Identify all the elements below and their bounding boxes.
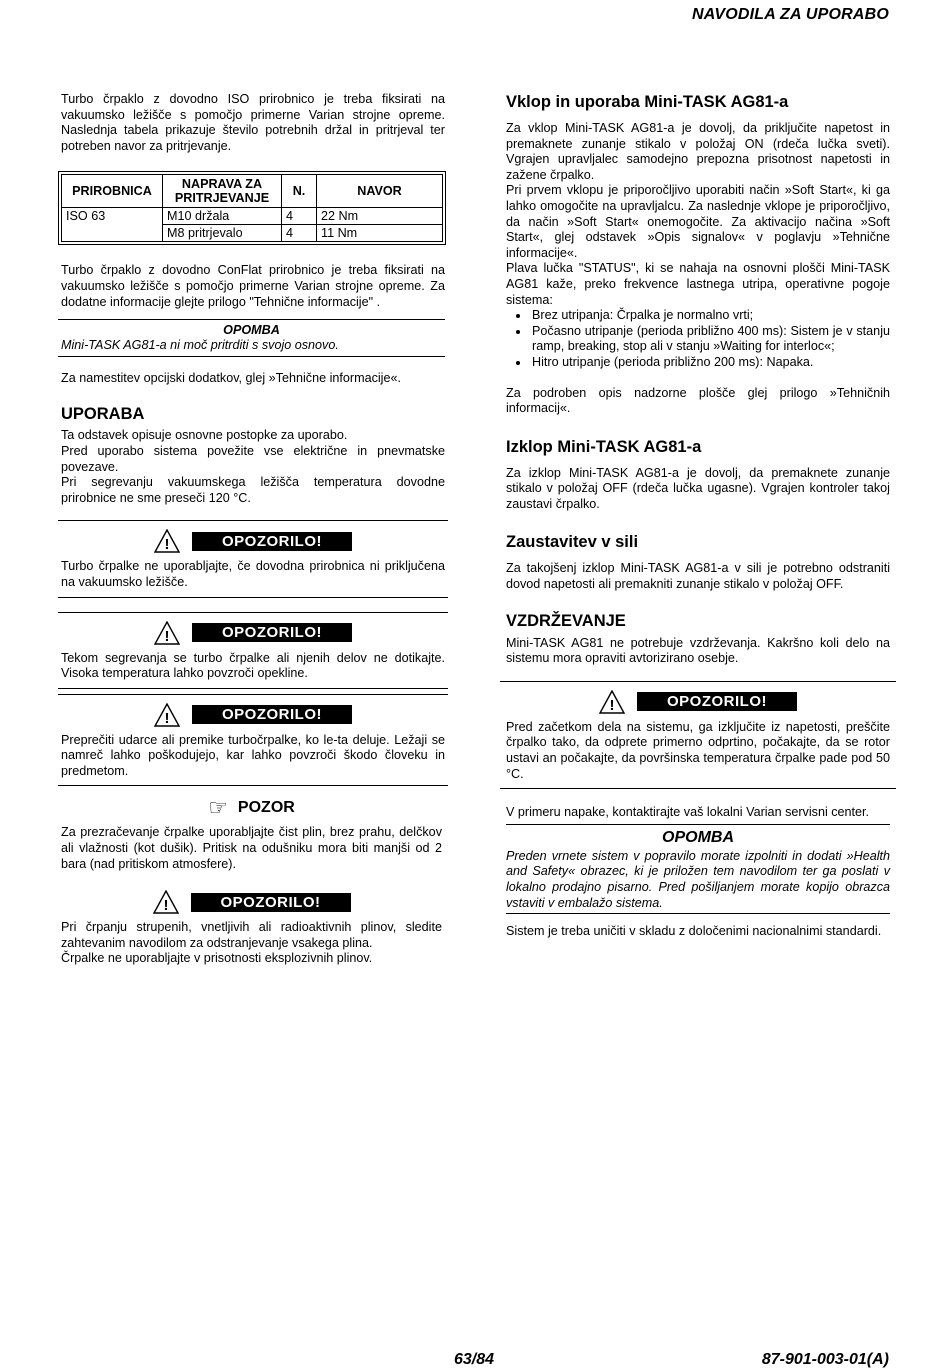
vklop-paragraph: Za vklop Mini-TASK AG81-a je dovolj, da priključite napetost in premaknete zunanje stikalo v položaj ON (rdeča lučka sveti). Vgrajen upravljalec samodejno prepozna prisotnost napetosti in zažene črpalko. xyxy=(506,121,890,182)
fixing-table-frame xyxy=(58,171,446,245)
section-title-vklop: Vklop in uporaba Mini-TASK AG81-a xyxy=(506,93,789,111)
warning-label: OPOZORILO! xyxy=(191,893,351,912)
soft-start-paragraph: Pri prvem vklopu je priporočljivo uporabiti način »Soft Start«, ki ga lahko omogočite na upravljalcu. Za naslednje vklope je priporočljivo, da način »Soft Start« onemogočite. Za aktivacijo načina »Soft Start«, glej odstavek »Opis signalov« v poglavju »Tehnične informacije«. xyxy=(506,183,890,260)
svg-text:!: ! xyxy=(164,709,170,727)
section-title-emergency-stop: Zaustavitev v sili xyxy=(506,533,639,552)
emergency-stop-paragraph: Za takojšenj izklop Mini-TASK AG81-a v sili je potrebno odstraniti dovod napetosti ali premakniti zunanje stikalo v položaj OFF. xyxy=(506,561,890,592)
failure-contact-paragraph: V primeru napake, kontaktirajte vaš lokalni Varian servisni center. xyxy=(506,805,870,820)
note-box xyxy=(58,319,445,357)
warning-text: Preprečiti udarce ali premike turbočrpalke, ko le-ta deluje. Ležaji se namreč lahko poškodujejo, kar lahko povzroči škodo človeku in predmetom. xyxy=(61,732,445,778)
warning-label: OPOZORILO! xyxy=(192,623,352,642)
table-cell-device: M10 držala xyxy=(163,208,282,225)
table-header-torque: NAVOR xyxy=(317,175,443,208)
note-title: OPOMBA xyxy=(662,828,734,846)
warning-triangle-icon xyxy=(154,529,180,553)
izklop-paragraph: Za izklop Mini-TASK AG81-a je dovolj, da premaknete zunanje stikalo v položaj OFF (rdeča lučka ugasne). Vgrajen kontroler takoj zaustavi črpalko. xyxy=(506,465,890,511)
iso-flange-paragraph: Turbo črpaklo z dovodno ISO prirobnico je treba fiksirati na vakuumsko ležišče s pomočjo primerne Varian strojne opreme. Naslednja tabela prikazuje število potrebnih držal in pritrjeval ter potreben navor za pritrjevanje. xyxy=(61,92,445,153)
section-title-vzdrzevanje: VZDRŽEVANJE xyxy=(506,611,626,630)
panel-description-paragraph: Za podroben opis nadzorne plošče glej prilogo »Tehničnih informacij«. xyxy=(506,385,890,416)
warning-box xyxy=(58,612,448,689)
table-header-device: NAPRAVA ZA PRITRJEVANJE xyxy=(163,175,282,208)
warning-triangle-icon xyxy=(154,621,180,645)
table-cell-torque: 11 Nm xyxy=(317,225,443,242)
table-cell-count: 4 xyxy=(282,208,317,225)
table-cell-flange: ISO 63 xyxy=(62,208,163,242)
left-column xyxy=(61,92,445,967)
page-number: 63/84 xyxy=(454,1351,495,1368)
table-header-flange: PRIROBNICA xyxy=(62,175,163,208)
svg-text:!: ! xyxy=(163,897,168,915)
conflat-paragraph: Turbo črpaklo z dovodno ConFlat prirobnico je treba fiksirati na vakuumsko ležišče s pomočjo primerne Varian strojne opreme. Za dodatne informacije glejte prilogo "Tehnične informacije" . xyxy=(61,263,445,309)
caution-label: POZOR xyxy=(237,799,295,817)
table-header-count: N. xyxy=(282,175,317,208)
warning-text: Pred začetkom dela na sistemu, ga izključite iz napetosti, preščite črpalko tako, da odprete primerno odprtino, počakajte, da se rotor ustavi an počakajte, da površinska temperatura črpalke pade pod 50 °C. xyxy=(506,719,890,781)
section-title-uporaba: UPORABA xyxy=(61,405,145,424)
warning-text: Tekom segrevanja se turbo črpalke ali njenih delov ne dotikajte. Visoka temperatura lahko povzroči opekline. xyxy=(61,650,445,681)
note-box xyxy=(506,824,890,914)
note-text: Preden vrnete sistem v popravilo morate izpolniti in dodati »Health and Safety« obrazec, ki je priložen tem navodilom ter ga poslati v lokalno prodajno pisarno. Pred pošiljanjem morate kopijo obrazca vstaviti v embalažo sistema. xyxy=(506,848,890,910)
right-column xyxy=(506,92,890,940)
fixing-table xyxy=(61,174,443,242)
warning-box xyxy=(58,520,448,597)
warning-box xyxy=(58,694,448,787)
caution-text: Za prezračevanje črpalke uporabljajte čist plin, brez prahu, delčkov ali vlažnosti (kot dušik). Pritisk na odušniku mora biti manjši od 2 bara (nad pritiskom atmosfere). xyxy=(61,825,442,871)
warning-text: Turbo črpalke ne uporabljajte, če dovodna prirobnica ni priključena na vakuumsko ležišče. xyxy=(61,559,445,589)
note-text: Mini-TASK AG81-a ni moč pritrditi s svojo osnovo. xyxy=(61,338,339,353)
list-item: • Hitro utripanje (perioda približno 200 ms): Napaka. xyxy=(530,355,890,371)
warning-triangle-icon xyxy=(154,703,180,727)
uporaba-paragraph: Ta odstavek opisuje osnovne postopke za uporabo. Pred uporabo sistema povežite vse električne in pnevmatske povezave. Pri segrevanju vakuumskega ležišča temperatura dovodne prirobnice ne sme preseči 120 °C. xyxy=(61,428,445,505)
table-cell-torque: 22 Nm xyxy=(317,208,443,225)
warning-triangle-icon xyxy=(599,690,625,714)
list-item: • Brez utripanja: Črpalka je normalno vrti; xyxy=(530,308,890,324)
svg-text:!: ! xyxy=(164,627,170,645)
disposal-paragraph: Sistem je treba uničiti v skladu z določenimi nacionalnimi standardi. xyxy=(506,924,882,939)
document-number: 87-901-003-01(A) xyxy=(761,1351,889,1368)
maintenance-paragraph: Mini-TASK AG81 ne potrebuje vzdrževanja. Kakršno koli delo na sistemu mora opraviti avtorizirano osebje. xyxy=(506,635,890,666)
warning-label: OPOZORILO! xyxy=(192,705,352,724)
warning-label: OPOZORILO! xyxy=(637,692,797,711)
table-cell-count: 4 xyxy=(282,225,317,242)
warning-box xyxy=(500,681,896,789)
section-title-izklop: Izklop Mini-TASK AG81-a xyxy=(506,437,702,456)
svg-text:!: ! xyxy=(164,536,170,554)
table-cell-device: M8 pritrjevalo xyxy=(163,225,282,242)
svg-text:!: ! xyxy=(609,696,615,714)
pointing-hand-icon: ☞ xyxy=(208,795,228,821)
options-paragraph: Za namestitev opcijski dodatkov, glej »Tehnične informacije«. xyxy=(61,370,401,385)
note-title: OPOMBA xyxy=(223,323,280,338)
warning-triangle-icon xyxy=(153,890,179,914)
warning-text: Pri črpanju strupenih, vnetljivih ali radioaktivnih plinov, sledite zahtevanim navodilom za odstranjevanje vsakega plina. Črpalke ne uporabljajte v prisotnosti eksplozivnih plinov. xyxy=(61,920,442,966)
table-row xyxy=(62,208,443,225)
status-led-paragraph: Plava lučka "STATUS", ki se nahaja na osnovni plošči Mini-TASK AG81 kaže, preko frekvence lastnega utripa, operativne pogoje sistema: xyxy=(506,261,890,307)
page-header-title: NAVODILA ZA UPORABO xyxy=(692,6,889,23)
list-item: • Počasno utripanje (perioda približno 400 ms): Sistem je v stanju ramp, breaking, stop ali v stanju »Waiting for interloc«; xyxy=(530,324,890,355)
warning-label: OPOZORILO! xyxy=(192,532,352,551)
status-list xyxy=(506,308,890,370)
